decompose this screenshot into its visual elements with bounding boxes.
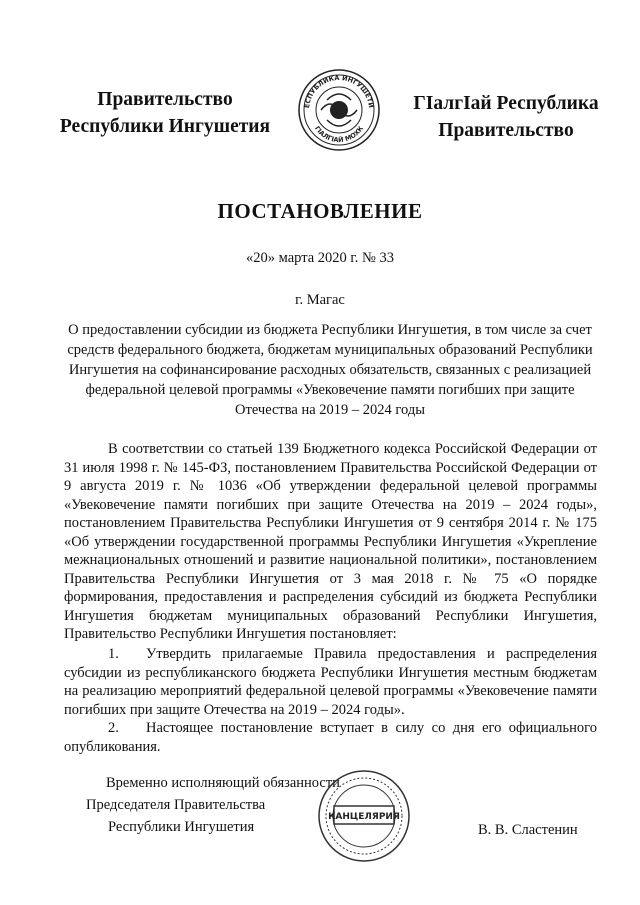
svg-text:ГIАЛГIАЙ МОХК bbox=[313, 124, 365, 144]
document-title: ПОСТАНОВЛЕНИЕ bbox=[217, 199, 423, 223]
header-right bbox=[392, 90, 620, 144]
header-right-line2: Правительство bbox=[438, 120, 574, 141]
item-text: Настоящее постановление вступает в силу со дня его официального опубликования. bbox=[64, 720, 597, 755]
coat-of-arms-emblem bbox=[297, 68, 381, 152]
header-left bbox=[50, 86, 280, 140]
resolution-item bbox=[64, 645, 597, 719]
item-text: Утвердить прилагаемые Правила предоставления и распределения субсидии из республиканского бюджета Республики Ингушетия местным бюджетам на реализацию мероприятий федеральной целевой программы «Увековечение памяти погибших при защите Отечества на 2019 – 2024 годы». bbox=[64, 646, 597, 718]
header-left-line2: Республики Ингушетия bbox=[59, 116, 271, 137]
document-subject: О предоставлении субсидии из бюджета Республики Ингушетия, в том числе за счет средств федерального бюджета, бюджетам муниципальных образований Республики Ингушетия на софинансирование расходных обязательств, связанных с реализацией федеральной целевой программы «Увековечение памяти погибших при защите Отечества на 2019 – 2024 годы bbox=[67, 322, 593, 418]
signature-line3: Республики Ингушетия bbox=[108, 819, 255, 835]
stamp-text: КАНЦЕЛЯРИЯ bbox=[328, 812, 400, 822]
resolution-items bbox=[64, 645, 597, 756]
signature-line2: Председателя Правительства bbox=[86, 797, 266, 813]
signer-name: В. В. Сластенин bbox=[478, 822, 578, 838]
office-stamp bbox=[316, 768, 412, 864]
header-left-line1: Правительство bbox=[97, 89, 233, 110]
item-number: 1. bbox=[108, 646, 119, 662]
signature-line1: Временно исполняющий обязанности bbox=[106, 775, 340, 791]
resolution-item bbox=[64, 719, 597, 756]
item-number: 2. bbox=[108, 720, 119, 736]
emblem-text-top: ЕСПУБЛИКА ИНГУШЕТИ bbox=[303, 73, 375, 109]
header-right-line1: ГIалгIай Республика bbox=[413, 93, 599, 114]
emblem-text-bottom: ГIАЛГIАЙ МОХК bbox=[312, 124, 366, 145]
document-date-number: «20» марта 2020 г. № 33 bbox=[246, 250, 394, 266]
document-preamble: В соответствии со статьей 139 Бюджетного кодекса Российской Федерации от 31 июля 1998 г. № 145-ФЗ, постановлением Правительства Российской Федерации от 9 августа 2019 г. № 1036 «Об утверждении федеральной целевой программы «Увековечение памяти погибших при защите Отечества на 2019 – 2024 годы», постановлением Правительства Республики Ингушетия от 9 сентября 2014 г. № 175 «Об утверждении государственной программы Республики Ингушетия «Укрепление межнациональных отношений и развитие национальной политики», постановлением Правительства Республики Ингушетия от 3 мая 2018 г. № 75 «О порядке формирования, предоставления и распределения субсидий из бюджета Республики Ингушетия бюджетам муниципальных образований Республики Ингушетия, Правительство Республики Ингушетия постановляет: bbox=[64, 441, 597, 642]
document-city: г. Магас bbox=[295, 292, 345, 308]
